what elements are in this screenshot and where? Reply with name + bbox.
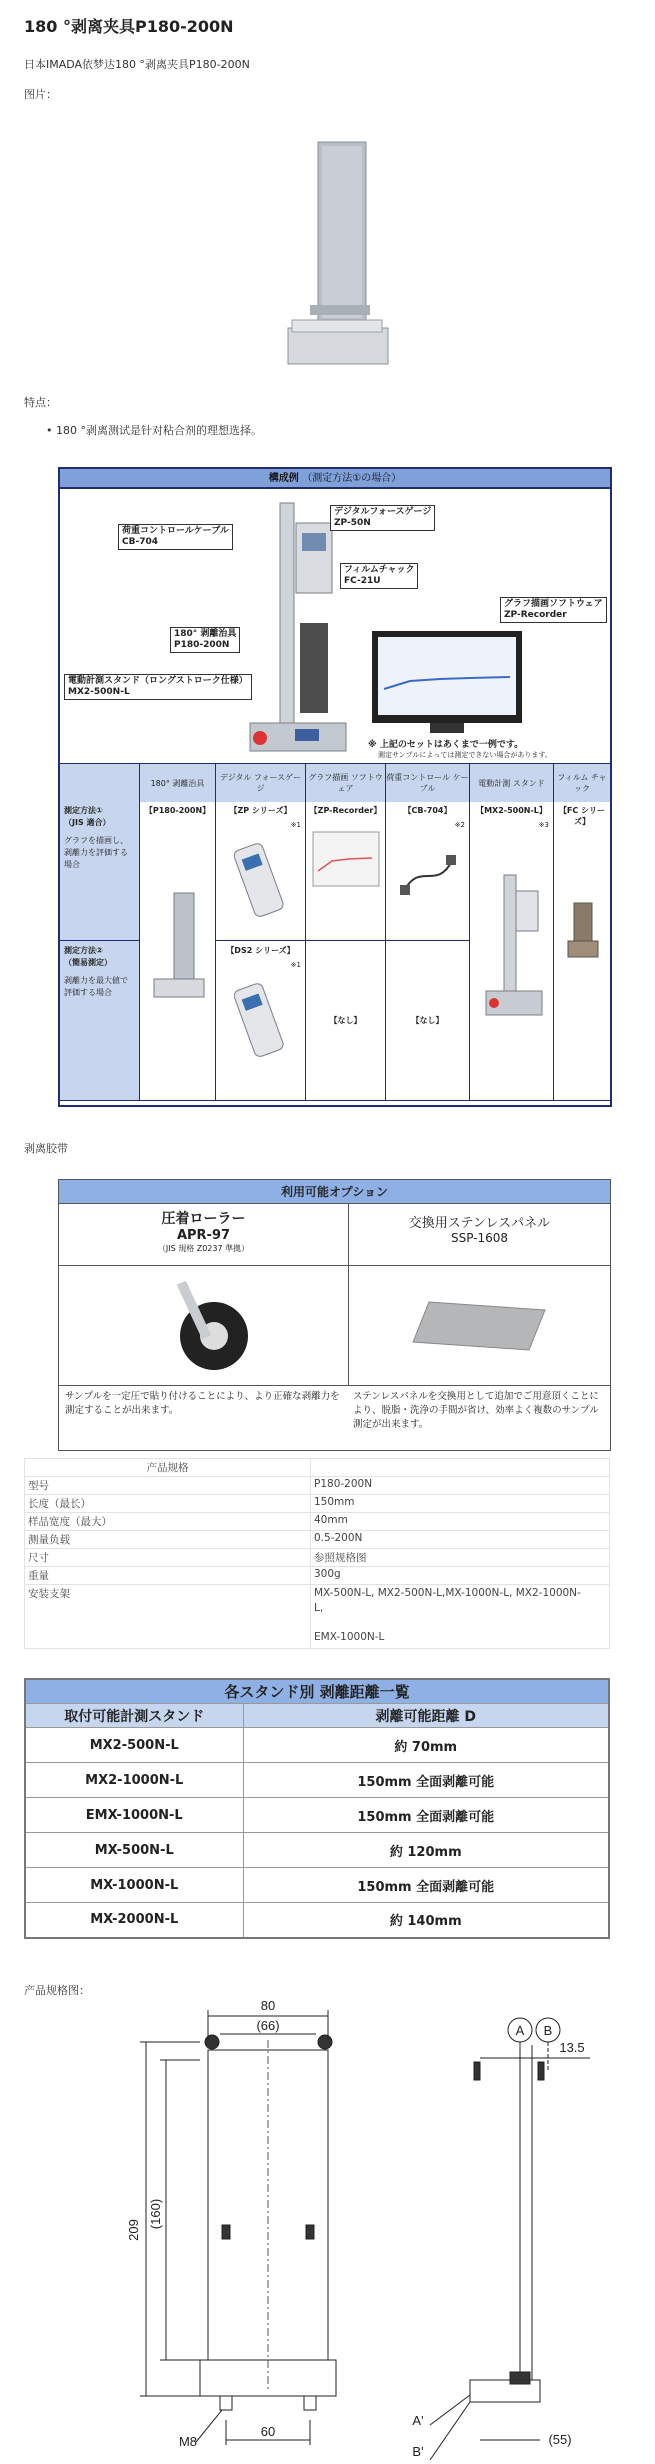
row1-label-title: 測定方法① [64,806,103,815]
spec-table [24,1458,610,1649]
option-panel-header [349,1204,610,1266]
spec-value: 40mm [311,1513,610,1531]
row1-label-body: グラフを描画し、剥離力を評価する場合 [64,836,128,869]
distance-value: 150mm 全面剥離可能 [243,1868,609,1903]
table-row [25,1728,609,1763]
spec-label: 型号 [25,1477,311,1495]
distance-value: 約 70mm [243,1728,609,1763]
circle-b: B [543,2023,553,2038]
spec-label: 安装支架 [25,1585,311,1649]
row1-cable-cell [386,801,470,941]
spec-stand-line-2: L, [314,1602,324,1614]
callout-software-model: ZP-Recorder [504,610,567,620]
table-row [25,1513,610,1531]
dim-160: (160) [148,2198,163,2230]
row2-label-title: 測定方法② [64,946,103,955]
option-panel-title: 交換用ステンレスパネル [408,1216,551,1231]
roller-image [159,1276,269,1376]
row1-chuck-label: 【FC シリーズ】 [558,806,606,826]
dim-60: 60 [260,2424,276,2439]
spec-label: 长度（最长） [25,1495,311,1513]
callout-cable [118,524,233,550]
row2-cable-none: 【なし】 [386,941,470,1101]
composition-title: 構成例 [268,473,299,484]
table-row [25,1833,609,1868]
technical-drawing [0,2000,655,2460]
spec-stand-line-1: MX-500N-L, MX2-500N-L,MX-1000N-L, MX2-1000N- [314,1587,581,1599]
option-roller-note: （JIS 規格 Z0237 準拠） [157,1244,250,1253]
pictures-label: 图片： [24,88,57,101]
distance-stand: MX-1000N-L [25,1868,243,1903]
row1-label [60,801,140,941]
table-row [25,1477,610,1495]
row1-software-label: 【ZP-Recorder】 [309,806,382,815]
row2-label-sub: （簡易測定） [64,958,112,967]
row2-software-none: 【なし】 [306,941,386,1101]
composition-grid-header [60,763,610,801]
dim-66: (66) [256,2018,280,2033]
features-label: 特点： [24,396,57,409]
distance-stand: MX-500N-L [25,1833,243,1868]
spec-value [311,1585,610,1649]
composition-panel [58,467,612,1107]
spec-value: 150mm [311,1495,610,1513]
set-note-2: 測定サンプルによっては測定できない場合があります。 [378,751,552,759]
cable-image [400,851,456,901]
table-row [25,1868,609,1903]
distance-stand: MX2-500N-L [25,1728,243,1763]
feature-item-text: 180 °剥离测试是针对粘合剂的理想选择。 [56,424,262,437]
row1-cable-note: ※2 [454,821,465,829]
col-cable: 荷重コントロール ケーブル [386,764,470,802]
row1-stand-note: ※3 [538,821,549,829]
col-stand: 電動計測 スタンド [470,764,554,802]
callout-cable-title: 荷重コントロールケーブル [122,526,229,536]
table-row [25,1531,610,1549]
product-photo [280,140,400,380]
table-row [25,1549,610,1567]
corner-cell [60,764,140,802]
distance-stand: EMX-1000N-L [25,1798,243,1833]
option-roller-desc: サンプルを一定圧で貼り付けることにより、より正確な剥離力を測定することが出来ます。 [65,1391,340,1416]
composition-note: （測定方法①の場合） [302,473,402,484]
distance-stand: MX2-1000N-L [25,1763,243,1798]
peel-tape-label: 剥离胶带 [24,1142,68,1155]
row1-gauge-label: 【ZP シリーズ】 [229,806,292,815]
col-jig: 180° 剥離治具 [140,764,216,802]
distance-stand: MX-2000N-L [25,1903,243,1938]
jig-image [152,891,206,1001]
pc-monitor-illustration [370,629,530,739]
col-chuck: フィルム チャック [554,764,610,802]
dim-80: 80 [260,2000,276,2013]
distance-value: 150mm 全面剥離可能 [243,1763,609,1798]
option-panel-desc: ステンレスパネルを交換用として追加でご用意頂くことにより、脱脂・洗浄の手間が省け、効率よく複数のサンプル測定が出来ます。 [353,1391,599,1430]
distance-value: 150mm 全面剥離可能 [243,1798,609,1833]
callout-stand-title: 電動計測スタンド（ロングストローク仕様） [68,676,248,686]
callout-jig [170,627,240,653]
row1-jig-label: 【P180-200N】 [144,806,211,815]
feature-item: • 180 °剥离测试是针对粘合剂的理想选择。 [46,424,262,437]
options-title: 利用可能オプション [59,1180,610,1204]
ds2-gauge-image [234,981,290,1071]
option-roller-image-cell [59,1266,349,1386]
distance-col-stand: 取付可能計測スタンド [25,1704,243,1728]
label-a-prime: A' [412,2413,424,2428]
gauge-image [234,841,290,931]
row1-gauge-note: ※1 [290,821,301,829]
callout-jig-title: 180° 剥離治具 [174,629,237,639]
option-panel-image-cell [349,1266,610,1386]
spec-header-row [25,1459,610,1477]
row1-label-sub: （JIS 適合） [64,818,111,827]
row2-gauge-label: 【DS2 シリーズ】 [226,946,295,955]
option-roller-header [59,1204,349,1266]
table-row [25,1567,610,1585]
option-panel-model: SSP-1608 [450,1231,509,1245]
stand-image [482,871,546,1021]
row2-gauge-note: ※1 [290,961,301,969]
chuck-image [566,901,600,961]
spec-header: 产品规格 [25,1459,311,1477]
distance-col-distance: 剥離可能距離 D [243,1704,609,1728]
callout-cable-model: CB-704 [122,537,158,547]
row1-software-cell [306,801,386,941]
row2-label-body: 剥離力を最大値で評価する場合 [64,976,128,997]
options-panel [58,1179,611,1451]
drawing-label: 产品规格图： [24,1984,90,1997]
label-b-prime: B' [412,2444,424,2459]
row1-stand-label: 【MX2-500N-L】 [476,806,547,815]
row2-gauge-cell [216,941,306,1101]
set-note: ※ 上記のセットはあくまで一例です。 [368,740,524,750]
subtitle: 日本IMADA依梦达180 °剥离夹具P180-200N [24,58,250,71]
col-gauge: デジタル フォースゲージ [216,764,306,802]
callout-software [500,597,607,623]
row1-chuck-cell [554,801,610,1101]
spec-value: 0.5-200N [311,1531,610,1549]
setup-stand-illustration [240,493,360,753]
table-row [25,1585,610,1649]
row1-cable-label: 【CB-704】 [403,806,452,815]
callout-gauge-model: ZP-50N [334,518,371,528]
table-row [25,1495,610,1513]
callout-gauge [330,505,435,531]
software-image [312,831,380,891]
composition-header [60,469,610,489]
distance-value: 約 120mm [243,1833,609,1868]
dim-55: (55) [548,2432,572,2447]
callout-chuck-title: フィルムチャック [344,565,415,575]
distance-title: 各スタンド別 剥離距離一覧 [25,1679,609,1704]
spec-label: 重量 [25,1567,311,1585]
row1-jig-cell [140,801,216,1101]
callout-software-title: グラフ描画ソフトウェア [504,599,603,609]
spec-label: 测量负载 [25,1531,311,1549]
row1-gauge-cell [216,801,306,941]
option-roller-model: APR-97 [176,1228,231,1243]
circle-a: A [515,2023,525,2038]
steel-panel-image [409,1296,549,1356]
spec-stand-line-3: EMX-1000N-L [314,1631,385,1643]
table-row [25,1903,609,1938]
distance-value: 約 140mm [243,1903,609,1938]
dim-209: 209 [126,2219,141,2241]
table-row [25,1763,609,1798]
spec-value: P180-200N [311,1477,610,1495]
row2-label [60,941,140,1101]
spec-label: 样品宽度（最大） [25,1513,311,1531]
distance-table [24,1678,610,1939]
dim-13-5: 13.5 [559,2040,585,2055]
page-title: 180 °剥离夹具P180-200N [24,17,234,36]
spec-header-empty [311,1459,610,1477]
callout-gauge-title: デジタルフォースゲージ [334,507,432,517]
callout-stand-model: MX2-500N-L [68,687,130,697]
callout-chuck [340,563,418,589]
table-row [25,1798,609,1833]
col-software: グラフ描画 ソフトウェア [306,764,386,802]
spec-label: 尺寸 [25,1549,311,1567]
row1-stand-cell [470,801,554,1101]
option-roller-title: 圧着ローラー [161,1211,246,1227]
callout-jig-model: P180-200N [174,640,230,650]
dim-m8: M8 [178,2434,198,2449]
spec-value: 300g [311,1567,610,1585]
callout-stand [64,674,252,700]
spec-value: 参照规格图 [311,1549,610,1567]
callout-chuck-model: FC-21U [344,576,381,586]
